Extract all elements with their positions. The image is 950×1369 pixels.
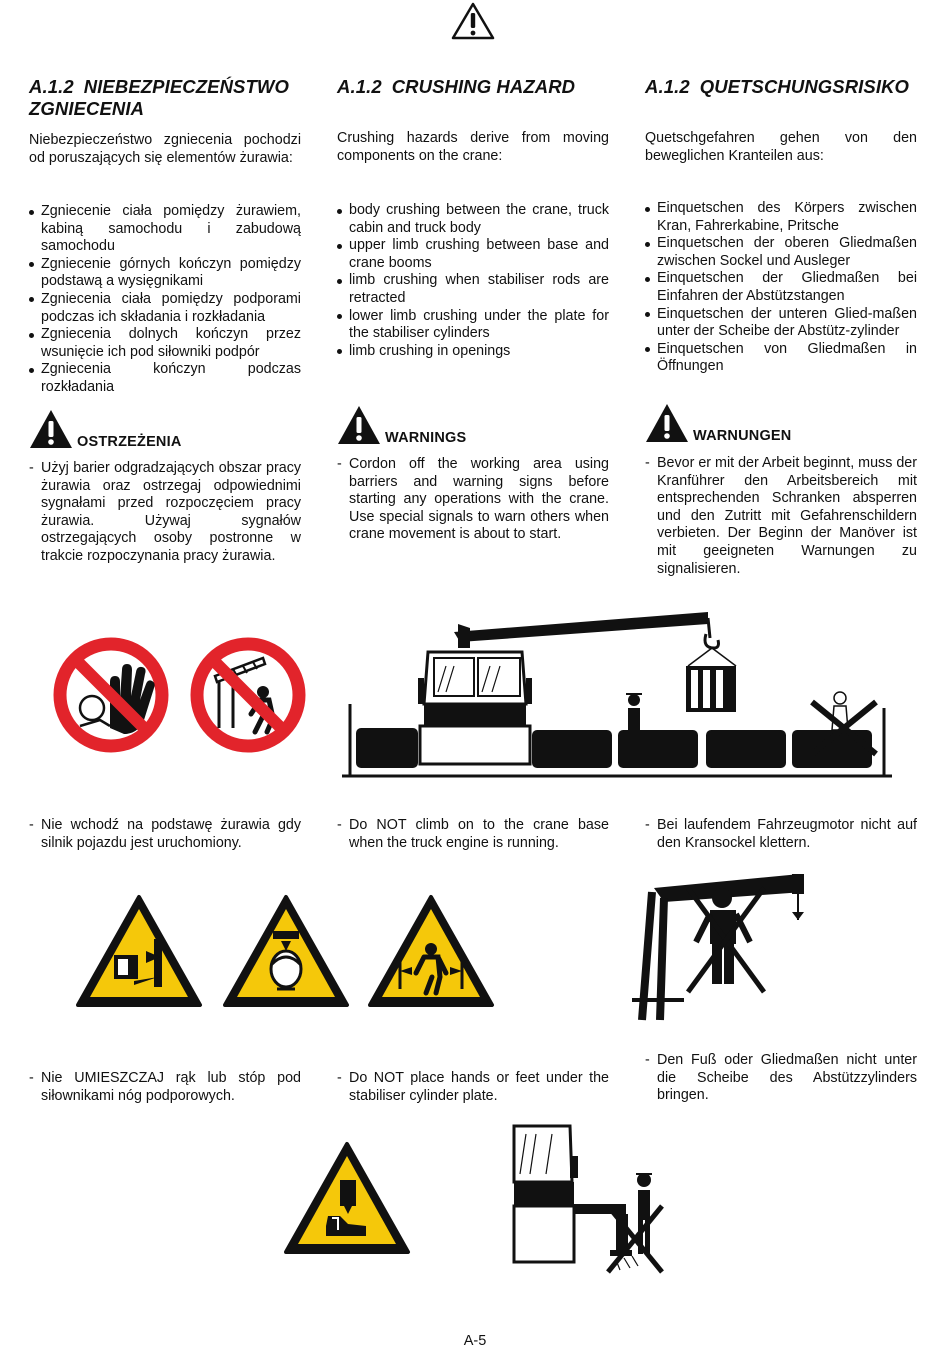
section-heading-de	[645, 76, 917, 98]
climb-instruction-pl: - Nie wchodź na podstawę żurawia gdy silnik pojazdu jest uruchomiony.	[29, 817, 301, 852]
hands-instruction-en: - Do NOT place hands or feet under the stabiliser cylinder plate.	[337, 1070, 609, 1105]
list-item: Zgniecenia ciała pomiędzy podporami podczas ich składania i rozkładania	[29, 291, 301, 326]
hazard-list-de	[645, 200, 917, 376]
list-item: body crushing between the crane, truck cabin and truck body	[337, 202, 609, 237]
section-title: NIEBEZPIECZEŃSTWO ZGNIECENIA	[29, 76, 289, 119]
climb-instruction-de: - Bei laufendem Fahrzeugmotor nicht auf den Kransockel klettern.	[645, 817, 917, 852]
intro-paragraph-pl: Niebezpieczeństwo zgniecenia pochodzi od poruszających się elementów żurawia:	[29, 132, 301, 166]
warning-text-de: - Bevor er mit der Arbeit beginnt, muss der Kranführer den Arbeitsbereich mit entsprechenden Schranken absperren und den Zutritt mit Gefahrenschildern verbieten. Der Beginn der Manöver ist mit geeigneten Warnungen zu signalisieren.	[645, 455, 917, 578]
crush-head-warning-sign	[221, 893, 351, 1009]
truck-crane-barrier-illustration	[336, 608, 898, 782]
list-item: upper limb crushing between base and crane booms	[337, 237, 609, 272]
no-crane-entry-sign	[189, 636, 307, 754]
section-number: A.1.2	[29, 76, 74, 97]
warning-triangle-icon	[29, 409, 73, 449]
hands-instruction-de: - Den Fuß oder Gliedmaßen nicht unter die Scheibe des Abstützzylinders bringen.	[645, 1052, 917, 1105]
list-item: lower limb crushing under the plate for the stabiliser cylinders	[337, 308, 609, 343]
list-item: Einquetschen der Gliedmaßen bei Einfahren der Abstützstangen	[645, 270, 917, 305]
hands-instruction-pl: - Nie UMIESZCZAJ rąk lub stóp pod siłownikami nóg podporowych.	[29, 1070, 301, 1105]
crush-body-warning-sign	[74, 893, 204, 1009]
list-item: Einquetschen von Gliedmaßen in Öffnungen	[645, 341, 917, 376]
no-access-hand-sign	[52, 636, 170, 754]
section-heading-pl	[29, 76, 301, 120]
warning-triangle-icon	[451, 2, 495, 40]
section-number: A.1.2	[645, 76, 690, 97]
list-item: limb crushing when stabiliser rods are retracted	[337, 272, 609, 307]
list-item: Einquetschen der unteren Glied-maßen unter der Scheibe der Abstütz-zylinder	[645, 306, 917, 341]
warning-triangle-icon	[645, 403, 689, 443]
warnings-header-pl	[29, 409, 301, 455]
warning-text-pl: - Użyj barier odgradzających obszar pracy żurawia oraz ostrzegaj odpowiednimi sygnałami przed rozpoczęciem pracy żurawia. Używaj sygnałów ostrzegających osoby postronne w trakcie rozpoczynania pracy żurawia.	[29, 460, 301, 566]
list-item: limb crushing in openings	[337, 343, 609, 361]
list-item: Zgniecenia kończyn podczas rozkładania	[29, 361, 301, 396]
list-item: Einquetschen der oberen Gliedmaßen zwischen Sockel und Ausleger	[645, 235, 917, 270]
warning-text-en: - Cordon off the working area using barriers and warning signs before starting any operations with the crane. Use special signals to warn others when crane movement is about to start.	[337, 456, 609, 544]
warnings-label: OSTRZEŻENIA	[77, 434, 182, 450]
warnings-label: WARNUNGEN	[693, 428, 792, 444]
stabiliser-foot-illustration	[512, 1122, 682, 1282]
list-item: Zgniecenie górnych kończyn pomiędzy podstawą a wysięgnikami	[29, 256, 301, 291]
intro-paragraph-en: Crushing hazards derive from moving components on the crane:	[337, 130, 609, 164]
warnings-header-de	[645, 403, 917, 449]
list-item: Zgniecenie ciała pomiędzy żurawiem, kabiną samochodu i zabudową samochodu	[29, 203, 301, 256]
section-number: A.1.2	[337, 76, 382, 97]
page-number: A-5	[463, 1333, 487, 1349]
crush-limbs-warning-sign	[366, 893, 496, 1009]
hazard-list-en	[337, 202, 609, 360]
warnings-label: WARNINGS	[385, 430, 467, 446]
hazard-list-pl	[29, 203, 301, 397]
section-title: QUETSCHUNGSRISIKO	[699, 76, 910, 97]
foot-crush-warning-sign	[282, 1140, 412, 1256]
crane-base-no-climb-illustration	[624, 868, 814, 1030]
warnings-header-en	[337, 405, 609, 451]
warning-triangle-icon	[337, 405, 381, 445]
section-heading-en	[337, 76, 609, 98]
climb-instruction-en: - Do NOT climb on to the crane base when the truck engine is running.	[337, 817, 609, 852]
list-item: Einquetschen des Körpers zwischen Kran, Fahrerkabine, Pritsche	[645, 200, 917, 235]
list-item: Zgniecenia dolnych kończyn przez wsunięcie ich pod siłowniki podpór	[29, 326, 301, 361]
intro-paragraph-de: Quetschgefahren gehen von den beweglichen Kranteilen aus:	[645, 130, 917, 164]
section-title: CRUSHING HAZARD	[391, 76, 576, 97]
